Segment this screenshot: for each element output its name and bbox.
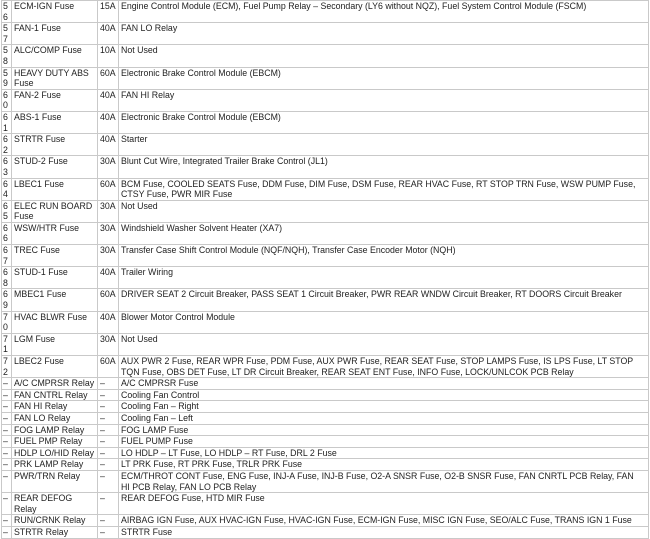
row-number: 72 — [2, 356, 12, 378]
amp-rating: – — [98, 470, 119, 492]
amp-rating: 40A — [98, 267, 119, 289]
row-number: 60 — [2, 89, 12, 111]
amp-rating: – — [98, 378, 119, 390]
circuit-usage: FUEL PUMP Fuse — [119, 436, 649, 448]
fuse-name: RUN/CRNK Relay — [12, 515, 98, 527]
table-row — [2, 67, 649, 89]
amp-rating: 60A — [98, 67, 119, 89]
amp-rating: 30A — [98, 333, 119, 355]
amp-rating: – — [98, 526, 119, 538]
amp-rating: – — [98, 436, 119, 448]
fuse-name: LGM Fuse — [12, 333, 98, 355]
fuse-name: STUD-1 Fuse — [12, 267, 98, 289]
row-number: 58 — [2, 45, 12, 67]
circuit-usage: REAR DEFOG Fuse, HTD MIR Fuse — [119, 493, 649, 515]
circuit-usage: Electronic Brake Control Module (EBCM) — [119, 67, 649, 89]
fuse-name: PRK LAMP Relay — [12, 459, 98, 471]
fuse-name: STUD-2 Fuse — [12, 156, 98, 178]
row-number: 70 — [2, 311, 12, 333]
amp-rating: 10A — [98, 45, 119, 67]
row-number: 56 — [2, 1, 12, 23]
row-number: – — [2, 515, 12, 527]
table-row — [2, 245, 649, 267]
amp-rating: – — [98, 459, 119, 471]
circuit-usage: Not Used — [119, 45, 649, 67]
circuit-usage: AUX PWR 2 Fuse, REAR WPR Fuse, PDM Fuse, AUX PWR Fuse, REAR SEAT Fuse, STOP LAMPS Fuse, IS LPS Fuse, LT STOP TQN Fuse, OBS DET Fuse, LT DR Circuit Breaker, REAR SEAT ENT Fuse, INFO Fuse, LOCK/UNLCOK PCB Relay — [119, 356, 649, 378]
table-row — [2, 89, 649, 111]
row-number: – — [2, 378, 12, 390]
row-number: 67 — [2, 245, 12, 267]
amp-rating: 30A — [98, 222, 119, 244]
row-number: 64 — [2, 178, 12, 200]
row-number: 71 — [2, 333, 12, 355]
circuit-usage: FOG LAMP Fuse — [119, 424, 649, 436]
table-row — [2, 23, 649, 45]
table-row — [2, 333, 649, 355]
amp-rating: – — [98, 515, 119, 527]
row-number: 62 — [2, 134, 12, 156]
table-row — [2, 222, 649, 244]
circuit-usage: FAN LO Relay — [119, 23, 649, 45]
amp-rating: – — [98, 493, 119, 515]
fuse-name: FAN-1 Fuse — [12, 23, 98, 45]
amp-rating: 40A — [98, 89, 119, 111]
table-row — [2, 412, 649, 424]
amp-rating: – — [98, 424, 119, 436]
row-number: 59 — [2, 67, 12, 89]
fuse-table-body — [2, 1, 649, 539]
circuit-usage: Blunt Cut Wire, Integrated Trailer Brake Control (JL1) — [119, 156, 649, 178]
table-row — [2, 493, 649, 515]
row-number: 66 — [2, 222, 12, 244]
circuit-usage: A/C CMPRSR Fuse — [119, 378, 649, 390]
circuit-usage: Not Used — [119, 333, 649, 355]
row-number: 63 — [2, 156, 12, 178]
circuit-usage: Cooling Fan Control — [119, 389, 649, 401]
table-row — [2, 459, 649, 471]
table-row — [2, 311, 649, 333]
fuse-name: LBEC1 Fuse — [12, 178, 98, 200]
amp-rating: 60A — [98, 356, 119, 378]
circuit-usage: Starter — [119, 134, 649, 156]
fuse-name: FAN CNTRL Relay — [12, 389, 98, 401]
fuse-name: LBEC2 Fuse — [12, 356, 98, 378]
amp-rating: – — [98, 389, 119, 401]
circuit-usage: LT PRK Fuse, RT PRK Fuse, TRLR PRK Fuse — [119, 459, 649, 471]
circuit-usage: Trailer Wiring — [119, 267, 649, 289]
row-number: 57 — [2, 23, 12, 45]
table-row — [2, 436, 649, 448]
circuit-usage: Not Used — [119, 200, 649, 222]
fuse-name: FOG LAMP Relay — [12, 424, 98, 436]
table-row — [2, 156, 649, 178]
fuse-name: A/C CMPRSR Relay — [12, 378, 98, 390]
circuit-usage: BCM Fuse, COOLED SEATS Fuse, DDM Fuse, DIM Fuse, DSM Fuse, REAR HVAC Fuse, RT STOP TRN Fuse, WSW PUMP Fuse, CTSY Fuse, PWR MIR Fuse — [119, 178, 649, 200]
fuse-name: ECM-IGN Fuse — [12, 1, 98, 23]
table-row — [2, 526, 649, 538]
circuit-usage: STRTR Fuse — [119, 526, 649, 538]
fuse-name: PWR/TRN Relay — [12, 470, 98, 492]
amp-rating: 30A — [98, 156, 119, 178]
fuse-name: WSW/HTR Fuse — [12, 222, 98, 244]
table-row — [2, 1, 649, 23]
row-number: – — [2, 447, 12, 459]
amp-rating: – — [98, 401, 119, 413]
fuse-name: FAN-2 Fuse — [12, 89, 98, 111]
amp-rating: 60A — [98, 178, 119, 200]
row-number: – — [2, 493, 12, 515]
amp-rating: 15A — [98, 1, 119, 23]
row-number: – — [2, 424, 12, 436]
row-number: – — [2, 436, 12, 448]
row-number: 65 — [2, 200, 12, 222]
row-number: 61 — [2, 111, 12, 133]
amp-rating: 30A — [98, 200, 119, 222]
fuse-relay-table — [1, 0, 649, 539]
amp-rating: 40A — [98, 23, 119, 45]
fuse-name: FAN LO Relay — [12, 412, 98, 424]
table-row — [2, 45, 649, 67]
amp-rating: 40A — [98, 134, 119, 156]
fuse-name: HEAVY DUTY ABS Fuse — [12, 67, 98, 89]
circuit-usage: Blower Motor Control Module — [119, 311, 649, 333]
circuit-usage: Transfer Case Shift Control Module (NQF/NQH), Transfer Case Encoder Motor (NQH) — [119, 245, 649, 267]
row-number: – — [2, 412, 12, 424]
table-row — [2, 401, 649, 413]
table-row — [2, 389, 649, 401]
table-row — [2, 470, 649, 492]
amp-rating: – — [98, 412, 119, 424]
amp-rating: 40A — [98, 111, 119, 133]
fuse-name: STRTR Relay — [12, 526, 98, 538]
fuse-name: MBEC1 Fuse — [12, 289, 98, 311]
row-number: 68 — [2, 267, 12, 289]
amp-rating: 60A — [98, 289, 119, 311]
table-row — [2, 447, 649, 459]
table-row — [2, 134, 649, 156]
table-row — [2, 200, 649, 222]
table-row — [2, 178, 649, 200]
row-number: – — [2, 389, 12, 401]
row-number: – — [2, 470, 12, 492]
circuit-usage: Windshield Washer Solvent Heater (XA7) — [119, 222, 649, 244]
fuse-name: TREC Fuse — [12, 245, 98, 267]
table-row — [2, 378, 649, 390]
table-row — [2, 111, 649, 133]
amp-rating: 30A — [98, 245, 119, 267]
circuit-usage: Cooling Fan – Right — [119, 401, 649, 413]
circuit-usage: Cooling Fan – Left — [119, 412, 649, 424]
fuse-name: STRTR Fuse — [12, 134, 98, 156]
fuse-name: REAR DEFOG Relay — [12, 493, 98, 515]
circuit-usage: FAN HI Relay — [119, 89, 649, 111]
row-number: – — [2, 401, 12, 413]
fuse-name: ELEC RUN BOARD Fuse — [12, 200, 98, 222]
circuit-usage: AIRBAG IGN Fuse, AUX HVAC-IGN Fuse, HVAC-IGN Fuse, ECM-IGN Fuse, MISC IGN Fuse, SEO/ALC Fuse, TRANS IGN 1 Fuse — [119, 515, 649, 527]
fuse-name: FAN HI Relay — [12, 401, 98, 413]
table-row — [2, 424, 649, 436]
circuit-usage: Engine Control Module (ECM), Fuel Pump Relay – Secondary (LY6 without NQZ), Fuel System Control Module (FSCM) — [119, 1, 649, 23]
table-row — [2, 356, 649, 378]
circuit-usage: LO HDLP – LT Fuse, LO HDLP – RT Fuse, DRL 2 Fuse — [119, 447, 649, 459]
row-number: 69 — [2, 289, 12, 311]
row-number: – — [2, 459, 12, 471]
table-row — [2, 515, 649, 527]
fuse-name: FUEL PMP Relay — [12, 436, 98, 448]
amp-rating: – — [98, 447, 119, 459]
circuit-usage: Electronic Brake Control Module (EBCM) — [119, 111, 649, 133]
table-row — [2, 289, 649, 311]
table-row — [2, 267, 649, 289]
fuse-name: ABS-1 Fuse — [12, 111, 98, 133]
fuse-name: HDLP LO/HID Relay — [12, 447, 98, 459]
circuit-usage: ECM/THROT CONT Fuse, ENG Fuse, INJ-A Fuse, INJ-B Fuse, O2-A SNSR Fuse, O2-B SNSR Fuse, FAN CNRTL PCB Relay, FAN HI PCB Relay, FAN LO PCB Relay — [119, 470, 649, 492]
fuse-name: HVAC BLWR Fuse — [12, 311, 98, 333]
circuit-usage: DRIVER SEAT 2 Circuit Breaker, PASS SEAT 1 Circuit Breaker, PWR REAR WNDW Circuit Breaker, RT DOORS Circuit Breaker — [119, 289, 649, 311]
fuse-name: ALC/COMP Fuse — [12, 45, 98, 67]
row-number: – — [2, 526, 12, 538]
amp-rating: 40A — [98, 311, 119, 333]
